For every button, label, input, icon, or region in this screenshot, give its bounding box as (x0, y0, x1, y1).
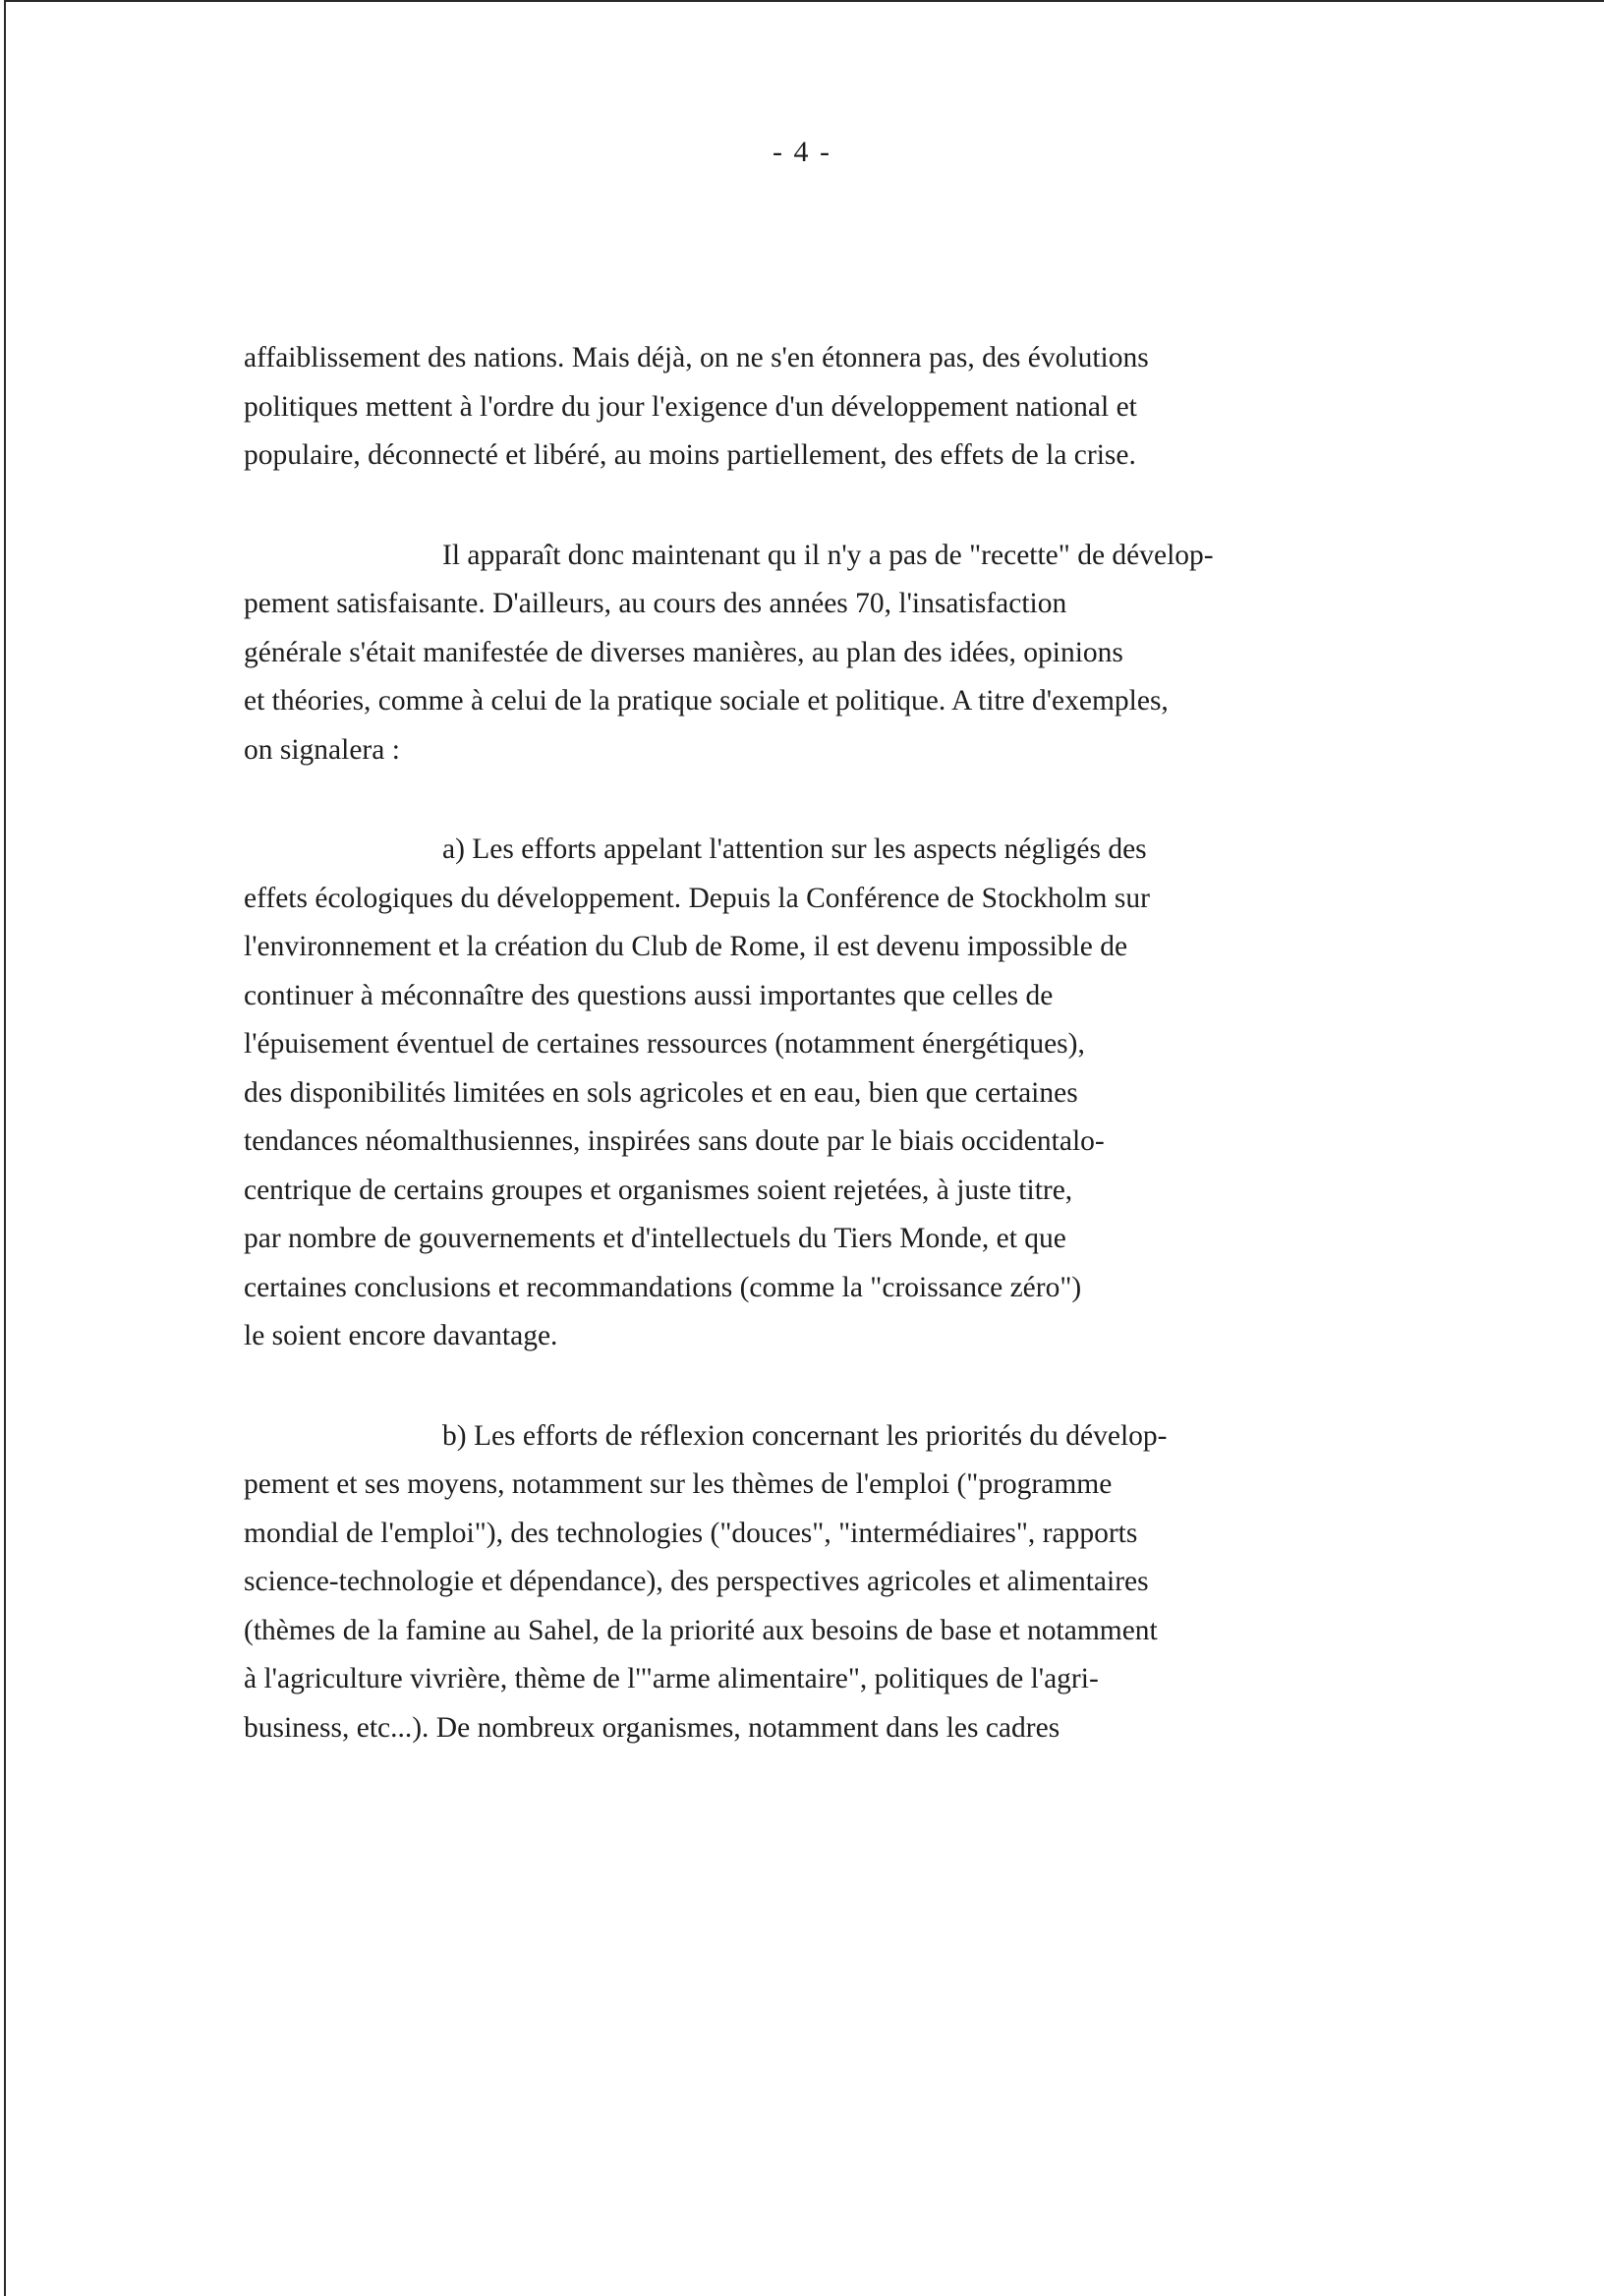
text-line: à l'agriculture vivrière, thème de l'"arme alimentaire", politiques de l'agri- (244, 1663, 1099, 1694)
text-line: pement satisfaisante. D'ailleurs, au cours des années 70, l'insatisfaction (244, 588, 1067, 619)
text-line: continuer à méconnaître des questions aussi importantes que celles de (244, 979, 1054, 1011)
paragraph-1 (244, 334, 1561, 481)
text-line: politiques mettent à l'ordre du jour l'exigence d'un développement national et (244, 390, 1137, 423)
text-line: science-technologie et dépendance), des perspectives agricoles et alimentaires (244, 1566, 1149, 1597)
paragraph-a (244, 826, 1561, 1361)
body-text (244, 334, 1561, 1752)
text-line: (thèmes de la famine au Sahel, de la priorité aux besoins de base et notamment (244, 1614, 1158, 1646)
text-line: et théories, comme à celui de la pratique sociale et politique. A titre d'exemples, (244, 685, 1169, 717)
text-line: affaiblissement des nations. Mais déjà, on ne s'en étonnera pas, des évolutions (244, 342, 1149, 373)
text-line: business, etc...). De nombreux organismes, notamment dans les cadres (244, 1711, 1060, 1744)
text-line: certaines conclusions et recommandations (comme la "croissance zéro") (244, 1271, 1082, 1303)
text-line: effets écologiques du développement. Depuis la Conférence de Stockholm sur (244, 882, 1150, 914)
text-line: générale s'était manifestée de diverses manières, au plan des idées, opinions (244, 636, 1123, 668)
text-line: on signalera : (244, 733, 400, 766)
text-line: le soient encore davantage. (244, 1320, 558, 1351)
text-line: centrique de certains groupes et organismes soient rejetées, à juste titre, (244, 1174, 1073, 1206)
text-line: pement et ses moyens, notamment sur les thèmes de l'emploi ("programme (244, 1468, 1113, 1500)
page-border-left (4, 0, 6, 2296)
text-line: tendances néomalthusiennes, inspirées sans doute par le biais occidentalo- (244, 1125, 1105, 1157)
page-number: - 4 - (773, 136, 831, 168)
text-line: mondial de l'emploi"), des technologies ("douces", "intermédiaires", rapports (244, 1517, 1138, 1549)
text-line: l'épuisement éventuel de certaines ressources (notamment énergétiques), (244, 1028, 1085, 1060)
text-line: l'environnement et la création du Club de Rome, il est devenu impossible de (244, 931, 1128, 962)
text-line: b) Les efforts de réflexion concernant les priorités du dévelop- (442, 1419, 1168, 1452)
text-line: des disponibilités limitées en sols agricoles et en eau, bien que certaines (244, 1076, 1078, 1109)
text-line: Il apparaît donc maintenant qu il n'y a pas de "recette" de dévelop- (442, 539, 1214, 571)
text-line: a) Les efforts appelant l'attention sur les aspects négligés des (442, 833, 1147, 865)
paragraph-b (244, 1412, 1561, 1753)
text-line: populaire, déconnecté et libéré, au moins partiellement, des effets de la crise. (244, 439, 1136, 471)
paragraph-2 (244, 532, 1561, 775)
page-border-top (4, 0, 1604, 2)
text-line: par nombre de gouvernements et d'intellectuels du Tiers Monde, et que (244, 1223, 1066, 1254)
